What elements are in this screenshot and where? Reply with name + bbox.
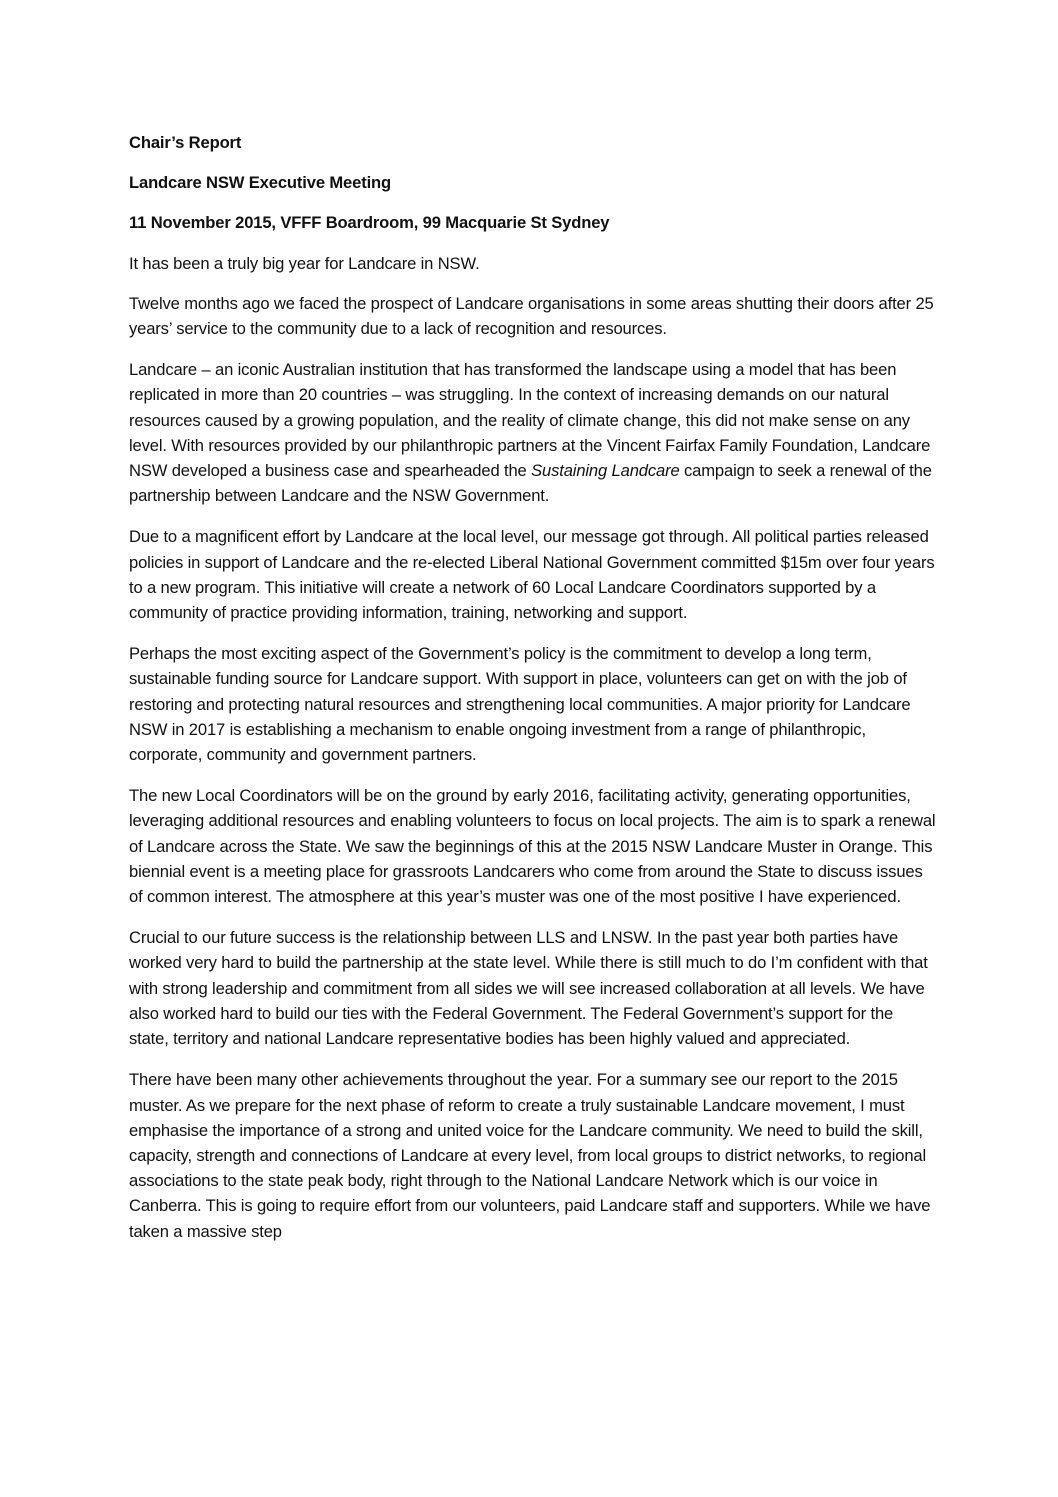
paragraph-funding: Perhaps the most exciting aspect of the Government’s policy is the commitment to develop a long term, sustainable funding source for Landcare support. With support in place, volunteers can get on with the job of restoring and protecting natural resources and strengthening local communities. A major priority for Landcare NSW in 2017 is establishing a mechanism to enable ongoing investment from a range of philanthropic, corporate, community and government partners. xyxy=(129,644,911,765)
meeting-date-location: 11 November 2015, VFFF Boardroom, 99 Macquarie St Sydney xyxy=(129,213,610,233)
meeting-name: Landcare NSW Executive Meeting xyxy=(129,173,391,193)
paragraph-policy: Due to a magnificent effort by Landcare at the local level, our message got through. All political parties released policies in support of Landcare and the re-elected Liberal National Government committed $15m over four years to a new program. This initiative will create a network of 60 Local Landcare Coordinators supported by a community of practice providing information, training, networking and support. xyxy=(129,527,935,623)
document-body xyxy=(129,130,937,1260)
paragraph-relationships: Crucial to our future success is the relationship between LLS and LNSW. In the past year both parties have worked very hard to build the partnership at the state level. While there is still much to do I’m confident with that with strong leadership and commitment from all sides we will see increased collaboration at all levels. We have also worked hard to build our ties with the Federal Government. The Federal Government’s support for the state, territory and national Landcare representative bodies has been highly valued and appreciated. xyxy=(129,928,928,1049)
paragraph-campaign xyxy=(129,357,937,508)
campaign-name: Sustaining Landcare xyxy=(531,461,680,481)
paragraph-intro: It has been a truly big year for Landcare in NSW. xyxy=(129,253,480,273)
paragraph-campaign-text-before: Landcare – an iconic Australian institution that has transformed the landscape using a model that has been replicated in more than 20 countries – was struggling. In the context of increasing demands on our natural resources caused by a growing population, and the reality of climate change, this did not make sense on any level. With resources provided by our philanthropic partners at the Vincent Fairfax Family Foundation, Landcare NSW developed a business case and spearheaded the xyxy=(129,360,931,481)
paragraph-achievements: There have been many other achievements throughout the year. For a summary see our report to the 2015 muster. As we prepare for the next phase of reform to create a truly sustainable Landcare movement, I must emphasise the importance of a strong and united voice for the Landcare community. We need to build the skill, capacity, strength and connections of Landcare at every level, from local groups to district networks, to regional associations to the state peak body, right through to the National Landcare Network which is our voice in Canberra. This is going to require effort from our volunteers, paid Landcare staff and supporters. While we have taken a massive step xyxy=(129,1070,931,1241)
paragraph-context: Twelve months ago we faced the prospect of Landcare organisations in some areas shutting their doors after 25 years’ service to the community due to a lack of recognition and resources. xyxy=(129,293,934,339)
report-title: Chair’s Report xyxy=(129,133,242,152)
paragraph-campaign-text-after: campaign to seek a renewal of the partnership between Landcare and the NSW Government. xyxy=(129,461,932,506)
paragraph-coordinators: The new Local Coordinators will be on the ground by early 2016, facilitating activity, generating opportunities, leveraging additional resources and enabling volunteers to focus on local projects. The aim is to spark a renewal of Landcare across the State. We saw the beginnings of this at the 2015 NSW Landcare Muster in Orange. This biennial event is a meeting place for grassroots Landcarers who come from around the State to discuss issues of common interest. The atmosphere at this year’s muster was one of the most positive I have experienced. xyxy=(129,786,936,907)
